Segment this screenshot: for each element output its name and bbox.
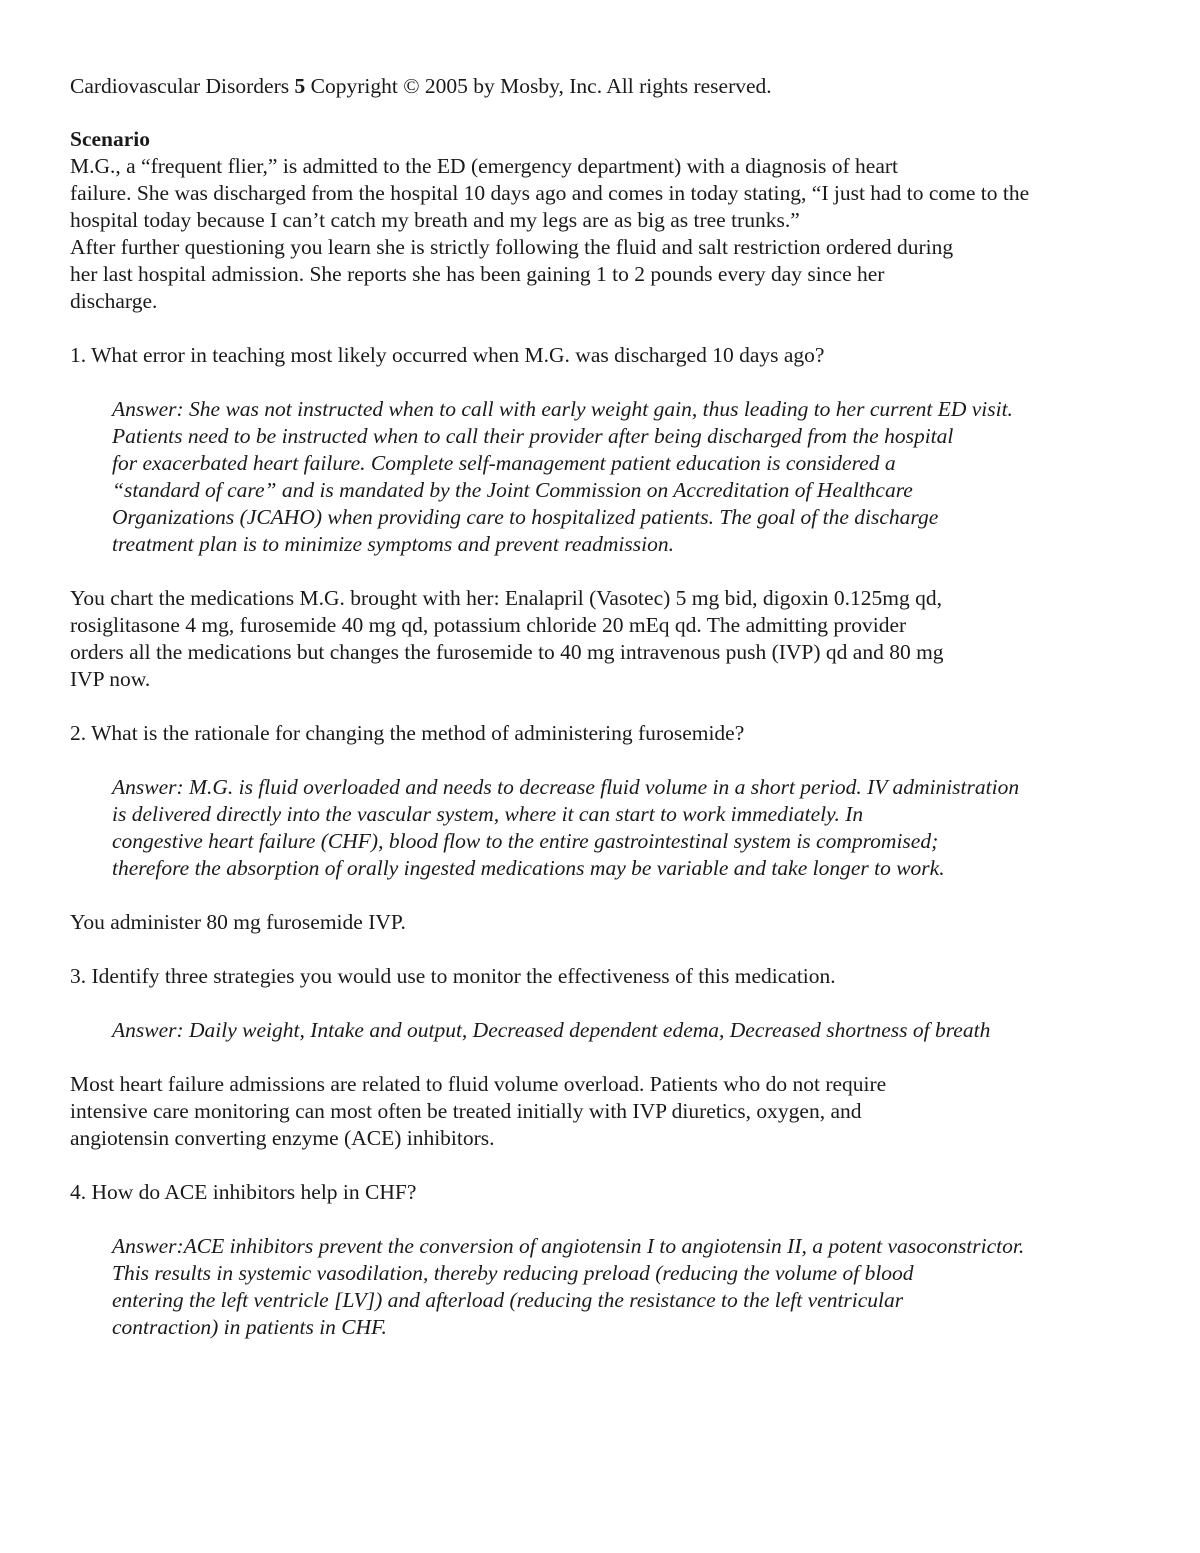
document-header — [70, 73, 772, 100]
answer-4-line: This results in systemic vasodilation, thereby reducing preload (reducing the volume of blood — [112, 1261, 914, 1285]
scenario-line: hospital today because I can’t catch my breath and my legs are as big as tree trunks.” — [70, 208, 800, 232]
answer-4-line: contraction) in patients in CHF. — [112, 1315, 387, 1339]
overload-line: Most heart failure admissions are related to fluid volume overload. Patients who do not require — [70, 1072, 887, 1096]
answer-1-line: Patients need to be instructed when to call their provider after being discharged from the hospital — [112, 424, 954, 448]
answer-2-line: Answer: M.G. is fluid overloaded and needs to decrease fluid volume in a short period. IV administration — [112, 775, 1020, 799]
medications-line: rosiglitasone 4 mg, furosemide 40 mg qd, potassium chloride 20 mEq qd. The admitting provider — [70, 613, 907, 637]
scenario-heading: Scenario — [70, 127, 151, 151]
medications-line: IVP now. — [70, 667, 151, 691]
question-2: 2. What is the rationale for changing the method of administering furosemide? — [70, 721, 745, 745]
answer-1-line: Organizations (JCAHO) when providing care to hospitalized patients. The goal of the discharge — [112, 505, 939, 529]
question-4: 4. How do ACE inhibitors help in CHF? — [70, 1180, 417, 1204]
header-text-1: Cardiovascular Disorders — [70, 74, 295, 98]
scenario-line: M.G., a “frequent flier,” is admitted to the ED (emergency department) with a diagnosis of heart — [70, 154, 899, 178]
medications-line: You chart the medications M.G. brought with her: Enalapril (Vasotec) 5 mg bid, digoxin 0.125mg qd, — [70, 586, 943, 610]
scenario-line: her last hospital admission. She reports she has been gaining 1 to 2 pounds every day since her — [70, 262, 885, 286]
answer-2-line: is delivered directly into the vascular system, where it can start to work immediately. In — [112, 802, 864, 826]
answer-2-line: congestive heart failure (CHF), blood flow to the entire gastrointestinal system is compromised; — [112, 829, 939, 853]
chapter-number: 5 — [294, 74, 306, 98]
answer-1-line: Answer: She was not instructed when to call with early weight gain, thus leading to her current ED visit. — [112, 397, 1013, 421]
answer-1-line: “standard of care” and is mandated by the Joint Commission on Accreditation of Healthcare — [112, 478, 913, 502]
scenario-line: After further questioning you learn she is strictly following the fluid and salt restriction ordered during — [70, 235, 954, 259]
scenario-line: failure. She was discharged from the hospital 10 days ago and comes in today stating, “I just had to come to the — [70, 181, 1030, 205]
question-3: 3. Identify three strategies you would use to monitor the effectiveness of this medication. — [70, 964, 836, 988]
overload-line: intensive care monitoring can most often be treated initially with IVP diuretics, oxygen, and — [70, 1099, 862, 1123]
answer-1-line: for exacerbated heart failure. Complete self-management patient education is considered a — [112, 451, 896, 475]
answer-4-line: entering the left ventricle [LV]) and afterload (reducing the resistance to the left ventricular — [112, 1288, 904, 1312]
scenario-line: discharge. — [70, 289, 158, 313]
answer-2-line: therefore the absorption of orally ingested medications may be variable and take longer to work. — [112, 856, 945, 880]
header-text-2: Copyright © 2005 by Mosby, Inc. All rights reserved. — [305, 74, 772, 98]
answer-1-line: treatment plan is to minimize symptoms and prevent readmission. — [112, 532, 674, 556]
administer-line: You administer 80 mg furosemide IVP. — [70, 910, 406, 934]
answer-4-line: Answer:ACE inhibitors prevent the conversion of angiotensin I to angiotensin II, a potent vasoconstrictor. — [112, 1234, 1025, 1258]
medications-line: orders all the medications but changes the furosemide to 40 mg intravenous push (IVP) qd and 80 mg — [70, 640, 944, 664]
answer-3-line: Answer: Daily weight, Intake and output, Decreased dependent edema, Decreased shortness of breath — [112, 1018, 991, 1042]
question-1: 1. What error in teaching most likely occurred when M.G. was discharged 10 days ago? — [70, 343, 825, 367]
overload-line: angiotensin converting enzyme (ACE) inhibitors. — [70, 1126, 495, 1150]
